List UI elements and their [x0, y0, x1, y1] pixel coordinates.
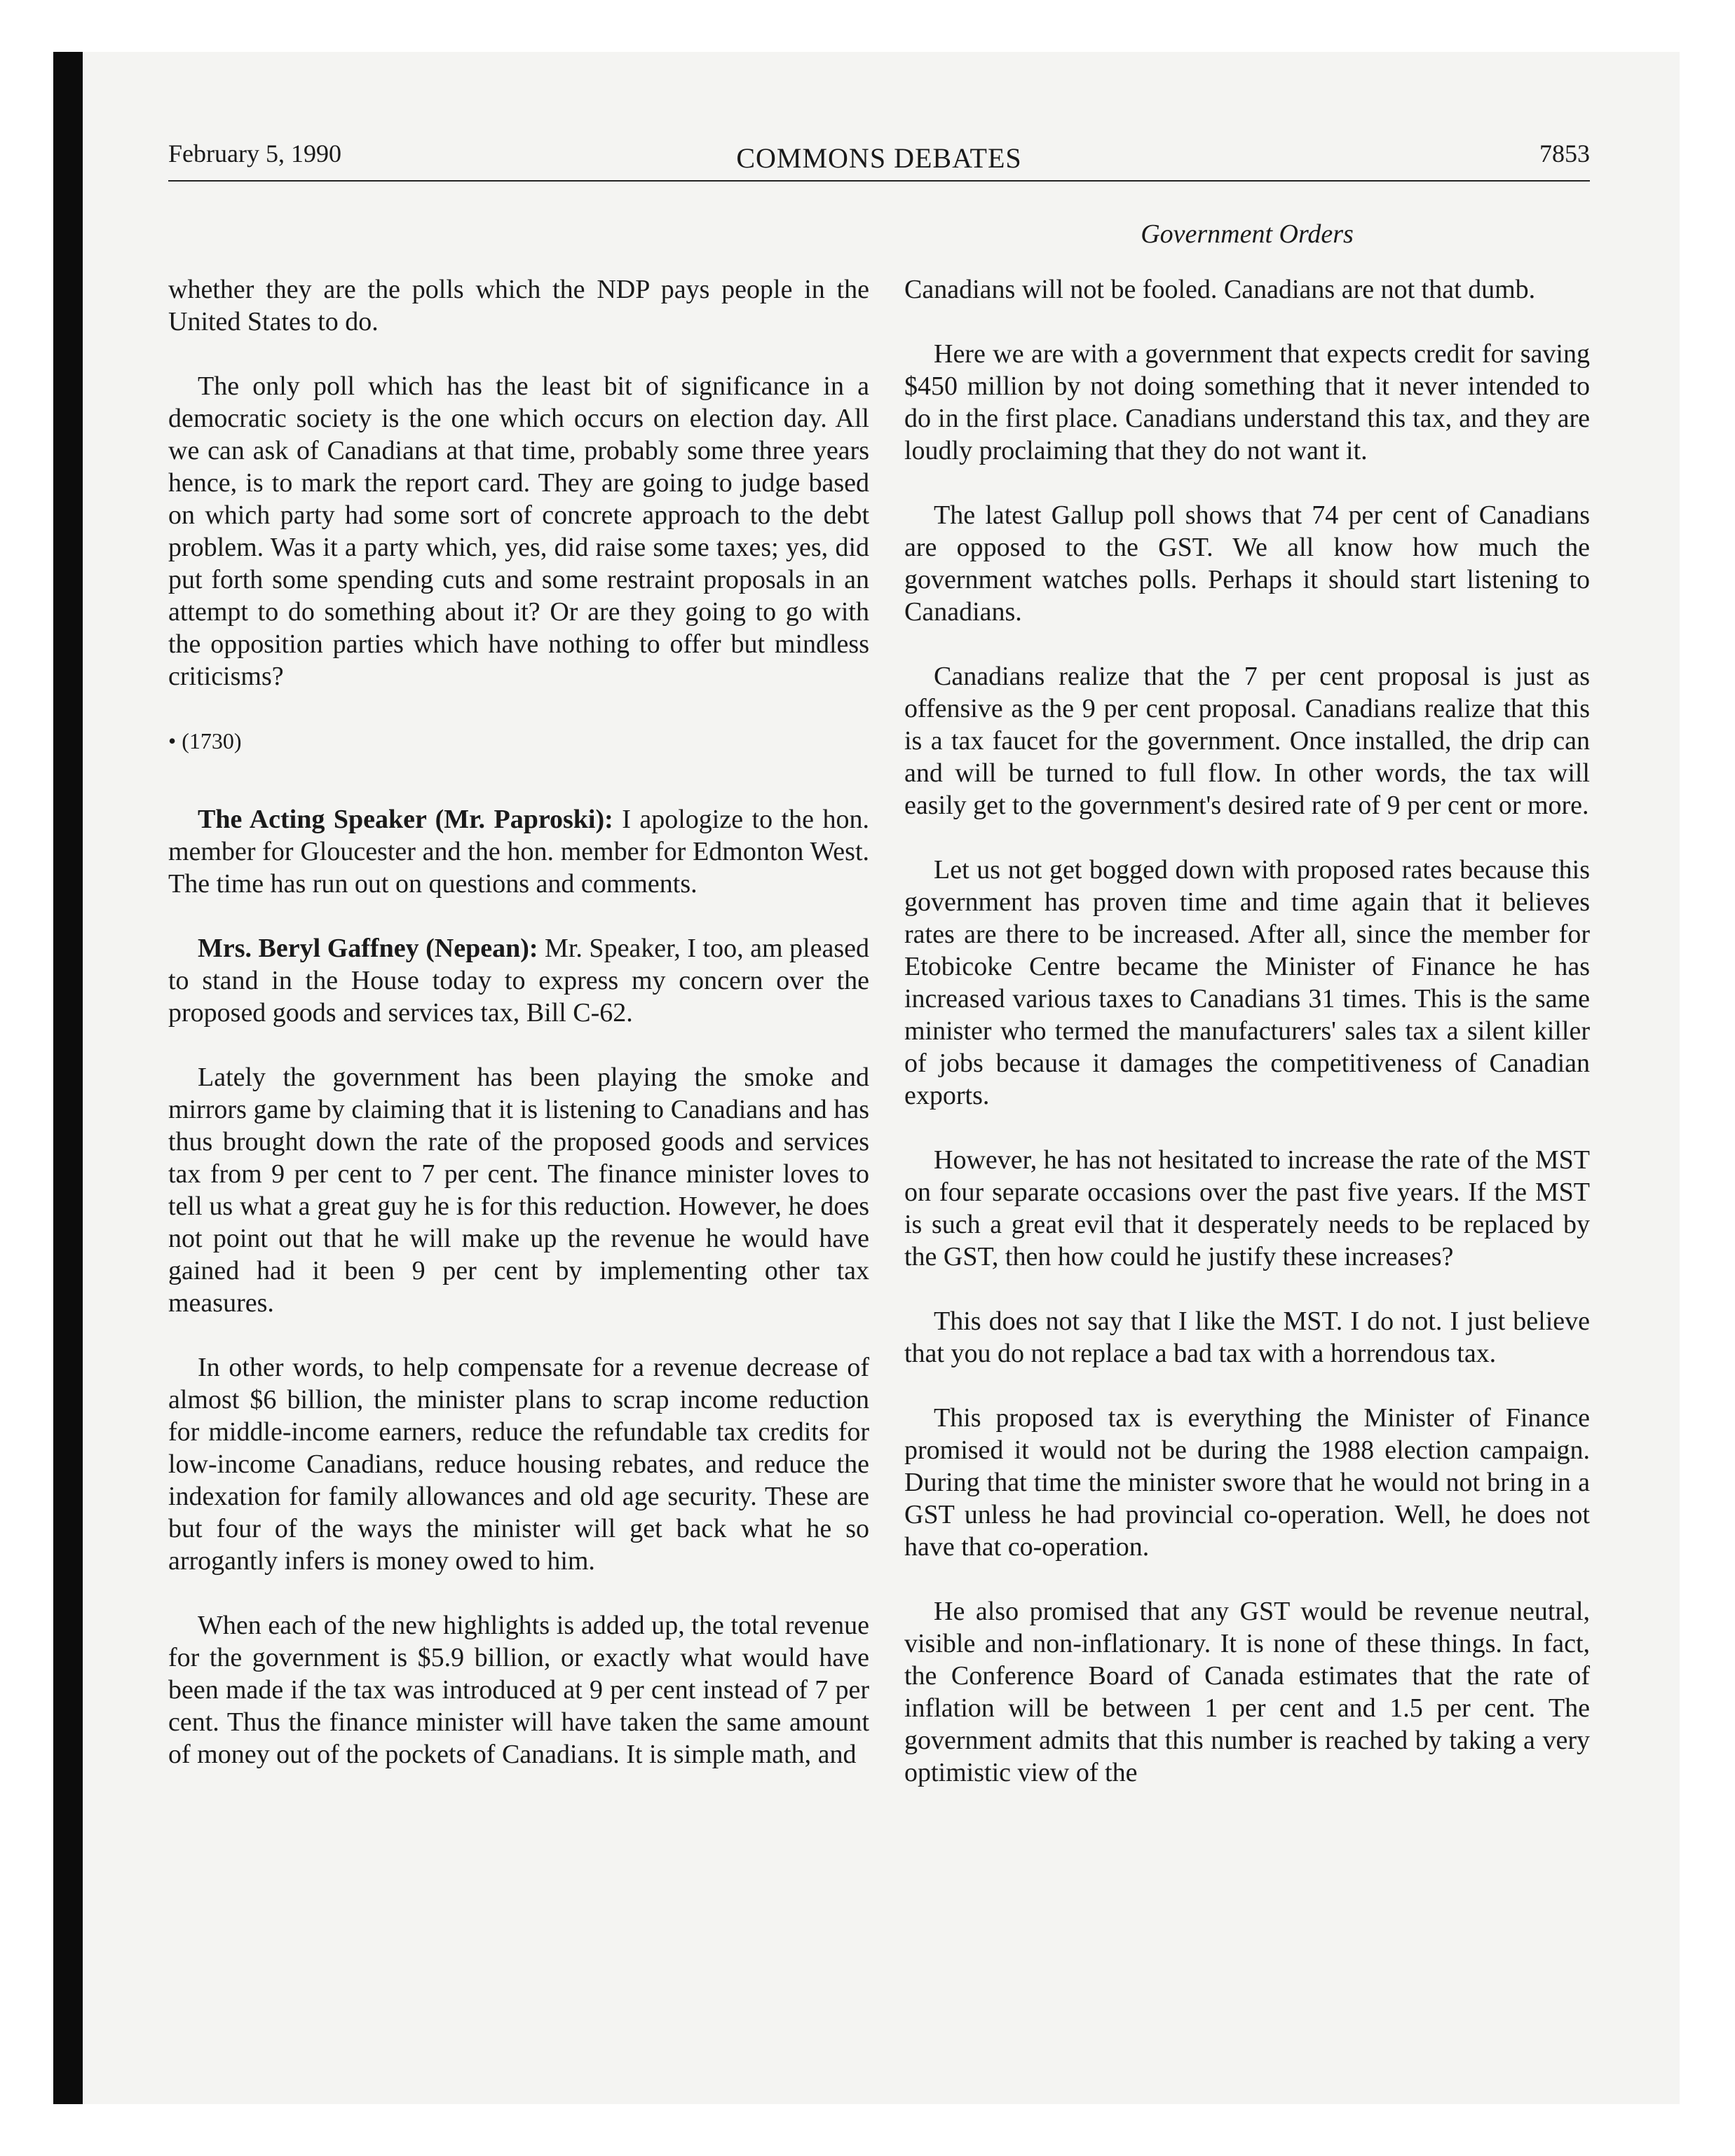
header-title: COMMONS DEBATES	[736, 142, 1022, 174]
body-paragraph: Here we are with a government that expects credit for saving $450 million by not doing something that it never intended to do in the first place. Canadians understand this tax, and they are loudly proclaiming that they do not want it.	[904, 339, 1590, 465]
body-paragraph: In other words, to help compensate for a revenue decrease of almost $6 billion, the minister plans to scrap income reduction for middle-income earners, reduce the refundable tax credits for low-income Canadians, reduce housing rebates, and reduce the indexation for family allowances and old age security. These are but four of the ways the minister will get back what he so arrogantly infers is money owed to him.	[168, 1353, 869, 1576]
body-paragraph: This proposed tax is everything the Minister of Finance promised it would not be during the 1988 election campaign. During that time the minister swore that he would not bring in a GST unless he had provincial co-operation. Well, he does not have that co-operation.	[904, 1403, 1590, 1562]
body-paragraph: Canadians will not be fooled. Canadians are not that dumb.	[904, 275, 1536, 304]
body-paragraph: When each of the new highlights is added up, the total revenue for the government is $5.9 billion, or exactly what would have been made if the tax was introduced at 9 per cent instead of 7 per cent. Thus the finance minister will have taken the same amount of money out of the pockets of Canadians. It is simple math, and	[168, 1611, 869, 1769]
left-column	[168, 273, 869, 1803]
body-paragraph: He also promised that any GST would be revenue neutral, visible and non-inflationary. It is none of these things. In fact, the Conference Board of Canada estimates that the rate of inflation will be between 1 per cent and 1.5 per cent. The government admits that this number is reached by taking a very optimistic view of the	[904, 1597, 1590, 1787]
header-page-number: 7853	[1539, 139, 1590, 168]
body-paragraph: whether they are the polls which the NDP pays people in the United States to do.	[168, 275, 869, 336]
speech-text: I apologize to the hon. member for Gloucester and the hon. member for Edmonton West. The time has run out on questions and comments.	[168, 805, 869, 899]
speaker-name: The Acting Speaker (Mr. Paproski):	[198, 805, 613, 834]
speech-paragraph	[168, 932, 869, 1029]
body-paragraph: Canadians realize that the 7 per cent proposal is just as offensive as the 9 per cent proposal. Canadians realize that this is a tax faucet for the government. Once installed, the drip can and will be turned to full flow. In other words, the tax will easily get to the government's desired rate of 9 per cent or more.	[904, 662, 1590, 820]
body-paragraph: The latest Gallup poll shows that 74 per cent of Canadians are opposed to the GST. We all know how much the government watches polls. Perhaps it should start listening to Canadians.	[904, 500, 1590, 627]
speaker-name: Mrs. Beryl Gaffney (Nepean):	[198, 934, 538, 963]
timestamp-marker: • (1730)	[168, 728, 242, 753]
speech-text: Mr. Speaker, I too, am pleased to stand in the House today to express my concern over the proposed goods and services tax, Bill C-62.	[168, 934, 869, 1028]
right-column	[904, 273, 1590, 1821]
body-paragraph: Let us not get bogged down with proposed rates because this government has proven time and time again that it believes rates are there to be increased. After all, since the member for Etobicoke Centre became the Minister of Finance he has increased various taxes to Canadians 31 times. This is the same minister who termed the manufacturers' sales tax a silent killer of jobs because it damages the competitiveness of Canadian exports.	[904, 855, 1590, 1110]
section-title: Government Orders	[1141, 219, 1354, 249]
page-header	[168, 139, 1590, 181]
body-paragraph: This does not say that I like the MST. I do not. I just believe that you do not replace a bad tax with a horrendous tax.	[904, 1306, 1590, 1368]
header-date: February 5, 1990	[168, 139, 341, 168]
speech-paragraph	[168, 803, 869, 900]
body-paragraph: The only poll which has the least bit of significance in a democratic society is the one which occurs on election day. All we can ask of Canadians at that time, probably some three years hence, is to mark the report card. They are going to judge based on which party had some sort of concrete approach to the debt problem. Was it a party which, yes, did raise some taxes; yes, did put forth some spending cuts and some restraint proposals in an attempt to do something about it? Or are they going to go with the opposition parties which have nothing to offer but mindless criticisms?	[168, 371, 869, 691]
body-paragraph: Lately the government has been playing the smoke and mirrors game by claiming that it is listening to Canadians and has thus brought down the rate of the proposed goods and services tax from 9 per cent to 7 per cent. The finance minister loves to tell us what a great guy he is for this reduction. However, he does not point out that he will make up the revenue he would have gained had it been 9 per cent by implementing other tax measures.	[168, 1063, 869, 1318]
body-paragraph: However, he has not hesitated to increase the rate of the MST on four separate occasions over the past five years. If the MST is such a great evil that it desperately needs to be replaced by the GST, then how could he justify these increases?	[904, 1145, 1590, 1271]
header-rule	[168, 180, 1590, 182]
scan-edge-bar	[53, 52, 83, 2104]
